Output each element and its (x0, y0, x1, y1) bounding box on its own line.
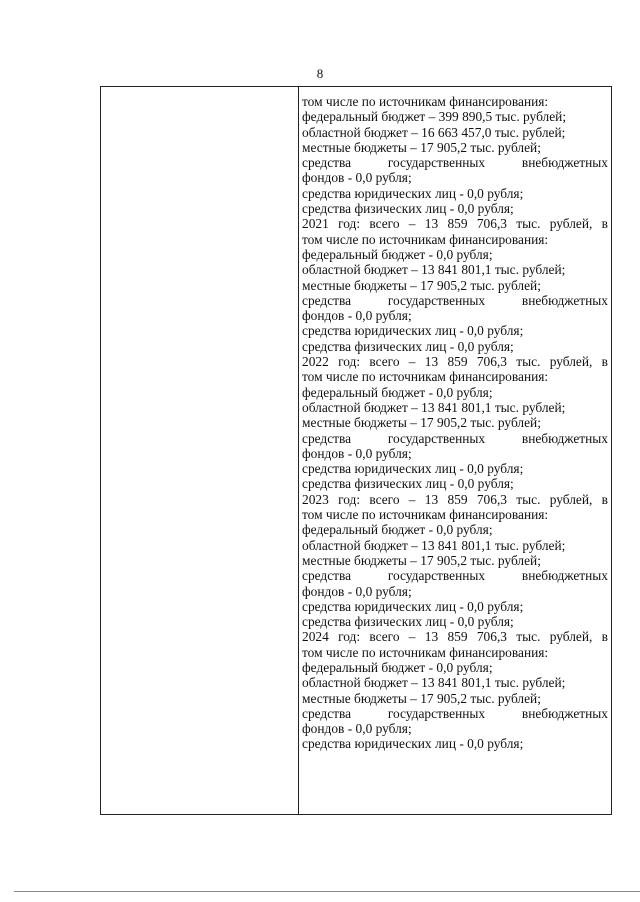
text-line: фондов - 0,0 рубля; (302, 308, 412, 324)
text-line: средства юридических лиц - 0,0 рубля; (302, 323, 524, 339)
text-line: средства государственных внебюджетных (302, 568, 608, 584)
page-number: 8 (316, 66, 324, 81)
text-line: средства государственных внебюджетных (302, 292, 608, 308)
text-line: областной бюджет – 13 841 801,1 тыс. рублей; (302, 262, 566, 278)
text-line: средства государственных внебюджетных (302, 705, 608, 721)
text-line: 2021 год: всего – 13 859 706,3 тыс. рублей, в (302, 216, 608, 232)
column-divider (298, 87, 299, 814)
text-line: средства государственных внебюджетных (302, 155, 608, 171)
text-line: областной бюджет – 13 841 801,1 тыс. рублей; (302, 537, 566, 553)
text-line: областной бюджет – 13 841 801,1 тыс. рублей; (302, 399, 566, 415)
text-line: фондов - 0,0 рубля; (302, 170, 412, 186)
text-line: федеральный бюджет - 0,0 рубля; (302, 384, 493, 400)
text-line: фондов - 0,0 рубля; (302, 445, 412, 461)
text-line: фондов - 0,0 рубля; (302, 583, 412, 599)
text-line: средства юридических лиц - 0,0 рубля; (302, 461, 524, 477)
text-line: областной бюджет – 16 663 457,0 тыс. рублей; (302, 124, 566, 140)
funding-table (100, 86, 612, 815)
text-line: 2024 год: всего – 13 859 706,3 тыс. рублей, в (302, 629, 608, 645)
text-line: федеральный бюджет - 0,0 рубля; (302, 659, 493, 675)
text-line: средства юридических лиц - 0,0 рубля; (302, 736, 524, 752)
text-line: средства государственных внебюджетных (302, 430, 608, 446)
text-line: том числе по источникам финансирования: (302, 231, 549, 247)
text-line: фондов - 0,0 рубля; (302, 721, 412, 737)
text-line: средства физических лиц - 0,0 рубля; (302, 476, 514, 492)
text-line: средства физических лиц - 0,0 рубля; (302, 201, 514, 217)
text-line: средства физических лиц - 0,0 рубля; (302, 338, 514, 354)
funding-details-cell (302, 94, 608, 752)
text-line: областной бюджет – 13 841 801,1 тыс. рублей; (302, 675, 566, 691)
text-line: местные бюджеты – 17 905,2 тыс. рублей; (302, 139, 541, 155)
text-line: 2023 год: всего – 13 859 706,3 тыс. рублей, в (302, 491, 608, 507)
text-line: том числе по источникам финансирования: (302, 94, 549, 109)
text-line: федеральный бюджет - 0,0 рубля; (302, 522, 493, 538)
text-line: местные бюджеты – 17 905,2 тыс. рублей; (302, 552, 541, 568)
text-line: средства физических лиц - 0,0 рубля; (302, 614, 514, 630)
bottom-rule (14, 891, 640, 892)
text-line: том числе по источникам финансирования: (302, 369, 549, 385)
text-line: средства юридических лиц - 0,0 рубля; (302, 598, 524, 614)
text-line: местные бюджеты – 17 905,2 тыс. рублей; (302, 277, 541, 293)
text-line: том числе по источникам финансирования: (302, 644, 549, 660)
text-line: 2022 год: всего – 13 859 706,3 тыс. рублей, в (302, 354, 608, 370)
text-line: средства юридических лиц - 0,0 рубля; (302, 185, 524, 201)
text-line: местные бюджеты – 17 905,2 тыс. рублей; (302, 415, 541, 431)
text-line: федеральный бюджет - 0,0 рубля; (302, 246, 493, 262)
text-line: том числе по источникам финансирования: (302, 507, 549, 523)
text-line: федеральный бюджет – 399 890,5 тыс. рублей; (302, 109, 567, 125)
text-line: местные бюджеты – 17 905,2 тыс. рублей; (302, 690, 541, 706)
